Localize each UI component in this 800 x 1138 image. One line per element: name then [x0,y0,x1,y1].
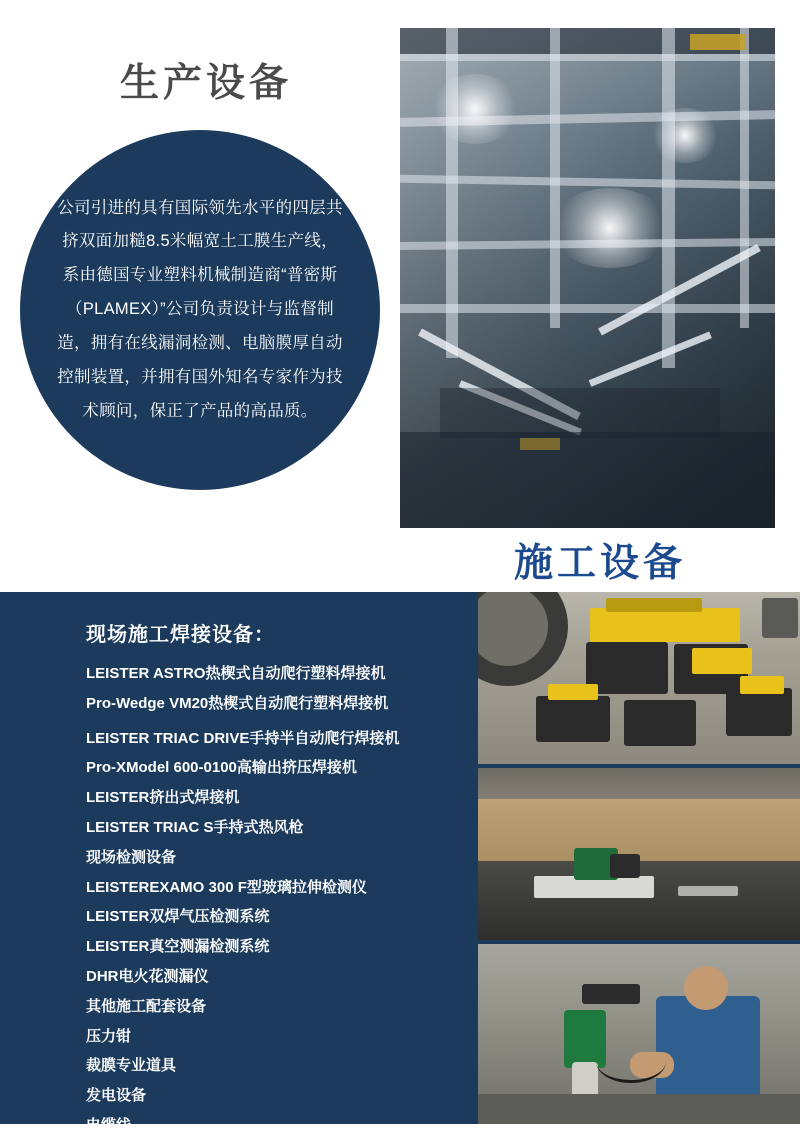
production-text-column [0,0,400,592]
photo-shape [684,966,728,1010]
photo-shape [690,34,746,50]
construction-photo-column [478,592,800,1124]
list-item: 现场检测设备 [86,848,177,866]
photo-shape [656,996,760,1108]
list-item: Pro-Wedge VM20热楔式自动爬行塑料焊接机 [86,694,389,712]
list-item: 电缆线 [86,1116,132,1134]
list-item: LEISTER TRIAC DRIVE手持半自动爬行焊接机 [86,729,400,747]
photo-shape [650,108,720,163]
photo-shape [400,432,775,528]
photo-shape [586,642,668,694]
field-testing-photo [478,768,800,940]
list-item: 发电设备 [86,1087,147,1105]
page-title-production: 生产设备 [120,62,293,105]
equipment-list-panel [0,592,478,1134]
construction-equipment-section [0,592,800,1134]
page-title-construction: 施工设备 [513,542,686,585]
list-item: 压力钳 [86,1027,132,1045]
list-item: LEISTER TRIAC S手持式热风枪 [86,818,304,836]
photo-shape [582,984,640,1004]
list-item: LEISTER真空测漏检测系统 [86,938,270,956]
field-welding-photo [478,944,800,1124]
photo-shape [678,886,738,896]
list-item: LEISTER双焊气压检测系统 [86,908,270,926]
photo-shape [692,648,752,674]
list-item: Pro-XModel 600-0100高输出挤压焊接机 [86,759,357,777]
photo-shape [440,388,720,438]
photo-shape [596,1040,666,1083]
equipment-list-heading: 现场施工焊接设备： [86,624,275,646]
list-item: LEISTEREXAMO 300 F型玻璃拉伸检测仪 [86,878,367,896]
photo-shape [478,1094,800,1124]
list-item: 裁膜专业道具 [86,1057,177,1075]
list-item: LEISTER ASTRO热楔式自动爬行塑料焊接机 [86,665,386,682]
photo-shape [536,696,610,742]
production-blurb-circle [20,130,380,490]
production-blurb-text: 公司引进的具有国际领先水平的四层共挤双面加糙8.5米幅宽土工膜生产线，系由德国专业塑料机械制造商“普密斯（PLAMEX）”公司负责设计与监督制造，拥有在线漏洞检测、电脑膜厚自动控制装置，并拥有国外知名专家作为技术顾问，保正了产品的高品质。 [57,198,343,420]
list-item: DHR电火花测漏仪 [86,967,209,985]
welding-machines-photo [478,592,800,764]
list-item: 其他施工配套设备 [86,997,207,1015]
photo-shape [726,688,792,736]
photo-shape [550,28,560,328]
photo-shape [606,598,702,612]
photo-shape [610,854,640,878]
list-item: LEISTER挤出式焊接机 [86,789,240,807]
photo-shape [520,438,560,450]
factory-photo [400,28,775,528]
photo-shape [548,684,598,700]
photo-shape [550,188,670,268]
photo-shape [624,700,696,746]
photo-shape [740,28,749,328]
photo-shape [762,598,798,638]
photo-shape [590,608,740,642]
photo-shape [740,676,784,694]
photo-shape [662,28,675,368]
photo-shape [430,74,520,144]
